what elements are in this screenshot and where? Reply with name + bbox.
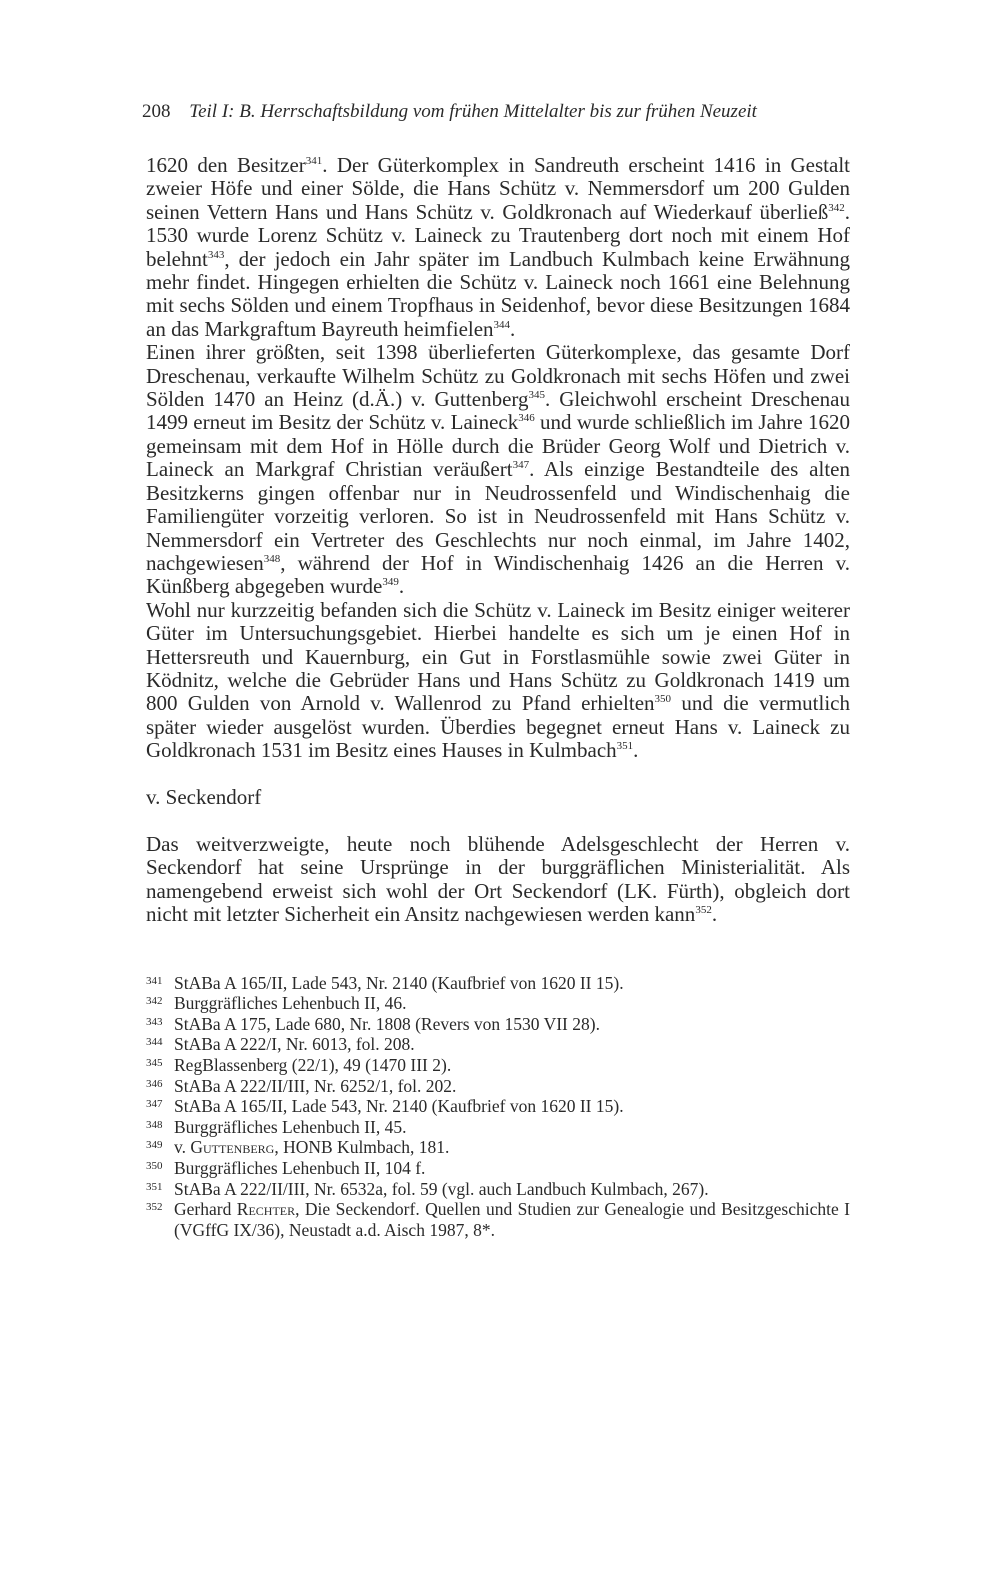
footnote: 343 StABa A 175, Lade 680, Nr. 1808 (Revers von 1530 VII 28). (146, 1013, 600, 1034)
text-run: . (510, 316, 516, 341)
footnote: 344 StABa A 222/I, Nr. 6013, fol. 208. (146, 1034, 415, 1055)
footnote-reference: 352 (695, 904, 712, 917)
footnote-reference: 348 (263, 552, 281, 565)
text-run: , während der Hof in Windischenhaig 1426 an die Herren v. Künßberg abgegeben wurde (146, 550, 850, 599)
footnote: 346 StABa A 222/II/III, Nr. 6252/1, fol. 202. (146, 1075, 457, 1096)
footnote-reference: 347 (512, 459, 530, 472)
text-run: . Gleichwohl erscheint Dreschenau 1499 erneut im Besitz der Schütz v. Laineck (146, 387, 850, 435)
footnote: 348 Burggräfliches Lehenbuch II, 45. (146, 1116, 407, 1137)
book-page (142, 100, 851, 1240)
paragraph (146, 833, 850, 927)
footnote-reference: 345 (528, 389, 546, 402)
footnote-text: StABa A 175, Lade 680, Nr. 1808 (Revers von 1530 VII 28). (174, 1013, 600, 1034)
footnotes (146, 973, 850, 1241)
section-heading: v. Seckendorf (146, 784, 262, 809)
text-run: und die vermutlich später wieder ausgelöst wurden. Überdies begegnet erneut Hans v. Laineck zu Goldkronach 1531 im Besitz eines Hauses in Kulmbach (146, 691, 850, 763)
footnote-text: Burggräfliches Lehenbuch II, 46. (174, 993, 407, 1014)
footnote-text: StABa A 222/I, Nr. 6013, fol. 208. (174, 1034, 415, 1055)
footnote-text: v. (174, 1137, 191, 1158)
footnote-reference: 350 (654, 693, 672, 706)
text-run: 1620 den Besitzer (146, 153, 306, 177)
footnote-text: , Die Seckendorf. Quellen und Studien zur Genealogie und Besitzgeschichte I (VGffG IX/36), Neustadt a.d. Aisch 1987, 8*. (174, 1199, 850, 1240)
footnote-reference: 341 (305, 155, 323, 167)
footnote: 347 StABa A 165/II, Lade 543, Nr. 2140 (Kaufbrief von 1620 II 15). (146, 1096, 624, 1117)
footnote: 350 Burggräfliches Lehenbuch II, 104 f. (146, 1157, 426, 1178)
text-run: . (398, 574, 405, 599)
footnote-text: RegBlassenberg (22/1), 49 (1470 III 2). (174, 1054, 452, 1075)
footnote: 349 v. Guttenberg, HONB Kulmbach, 181. (146, 1137, 450, 1158)
text-run: . Als einzige Bestandteile des alten Besitzkerns gingen offenbar nur in Neudrossenfeld und Windischenhaig die Familiengüter vorzeitig verloren. So ist in Neudrossenfeld mit Hans Schütz v. Nemmersdorf ein Vertreter des Geschlechts nur noch einmal, im Jahre 1402, nachgewiesen (146, 457, 850, 575)
footnote-text: StABa A 222/II/III, Nr. 6532a, fol. 59 (vgl. auch Landbuch Kulmbach, 267). (174, 1178, 709, 1199)
footnote-text: StABa A 165/II, Lade 543, Nr. 2140 (Kaufbrief von 1620 II 15). (174, 1096, 624, 1117)
footnote-reference: 351 (616, 740, 634, 753)
paragraph (146, 341, 850, 598)
running-title: Teil I: B. Herrschaftsbildung vom frühen Mittelalter bis zur frühen Neuzeit (189, 101, 757, 122)
text-run: . 1530 wurde Lorenz Schütz v. Laineck zu Trautenberg dort noch mit einem Hof belehnt (146, 199, 850, 271)
main-text (146, 154, 850, 763)
footnote-text: Burggräfliches Lehenbuch II, 45. (174, 1116, 407, 1137)
footnote-text: Burggräfliches Lehenbuch II, 104 f. (174, 1157, 426, 1178)
text-run: Einen ihrer größten, seit 1398 überlieferten Güterkomplexe, das gesamte Dorf Dreschenau, verkaufte Wilhelm Schütz zu Goldkronach mit sechs Höfen und zwei Sölden 1470 an Heinz (d.Ä.) v. Guttenberg (146, 340, 850, 412)
footnote-reference: 344 (493, 318, 511, 331)
footnote: 342 Burggräfliches Lehenbuch II, 46. (146, 993, 407, 1014)
footnote-text: Gerhard (174, 1199, 237, 1220)
paragraph (146, 599, 850, 763)
text-run: . (711, 902, 718, 927)
footnote-reference: 342 (828, 201, 845, 214)
text-run: Wohl nur kurzzeitig befanden sich die Schütz v. Laineck im Besitz einiger weiterer Güter im Untersuchungsgebiet. Hierbei handelte es sich um je einen Hof in Hettersreuth und Kauernburg, ein Gut in Forstlasmühle sowie zwei Güter in Ködnitz, welche die Gebrüder Hans und Hans Schütz zu Goldkronach 1419 um 800 Gulden von Arnold v. Wallenrod zu Pfand erhielten (146, 597, 850, 716)
paragraph (146, 154, 850, 341)
author-name: Guttenberg (190, 1137, 275, 1158)
footnote: 345 RegBlassenberg (22/1), 49 (1470 III 2). (146, 1054, 452, 1075)
text-run: Das weitverzweigte, heute noch blühende Adelsgeschlecht der Herren v. Seckendorf hat seine Ursprünge in der burggräflichen Ministerialität. Als namengebend erweist sich wohl der Ort Seckendorf (LK. Fürth), obgleich dort nicht mit letzter Sicherheit ein Ansitz nachgewiesen werden kann (146, 831, 850, 927)
footnote-text: StABa A 165/II, Lade 543, Nr. 2140 (Kaufbrief von 1620 II 15). (174, 972, 624, 993)
footnote: 352 Gerhard Rechter, Die Seckendorf. Quellen und Studien zur Genealogie und Besitzgeschichte I (VGffG IX/36), Neustadt a.d. Aisch 1987, 8*. (146, 1199, 850, 1240)
text-run: , der jedoch ein Jahr später im Landbuch Kulmbach keine Erwähnung mehr findet. Hingegen erhielten die Schütz v. Laineck noch 1661 eine Belehnung mit sechs Sölden und einem Tropfhaus in Seidenhof, bevor diese Besitzungen 1684 an das Markgraftum Bayreuth heimfielen (146, 246, 850, 341)
footnote-text: StABa A 222/II/III, Nr. 6252/1, fol. 202. (174, 1075, 457, 1096)
footnote-reference: 346 (518, 412, 535, 425)
footnote-reference: 349 (382, 576, 399, 589)
footnote: 351 StABa A 222/II/III, Nr. 6532a, fol. 59 (vgl. auch Landbuch Kulmbach, 267). (146, 1178, 709, 1199)
author-name: Rechter (236, 1199, 296, 1220)
running-head (142, 100, 850, 124)
text-run: . Der Güterkomplex in Sandreuth erscheint 1416 in Gestalt zweier Höfe und einer Sölde, die Hans Schütz v. Nemmersdorf um 200 Gulden seinen Vettern Hans und Hans Schütz v. Goldkronach auf Wiederkauf überließ (146, 153, 850, 224)
footnote: 341 StABa A 165/II, Lade 543, Nr. 2140 (Kaufbrief von 1620 II 15). (146, 972, 624, 993)
section-text (146, 833, 850, 927)
text-run: . (633, 738, 639, 763)
footnote-text: , HONB Kulmbach, 181. (274, 1137, 450, 1158)
page-number: 208 (142, 101, 171, 122)
text-run: und wurde schließlich im Jahre 1620 gemeinsam mit dem Hof in Hölle durch die Brüder Georg Wolf und Dietrich v. Laineck an Markgraf Christian veräußert (146, 410, 851, 482)
footnote-reference: 343 (207, 248, 225, 261)
